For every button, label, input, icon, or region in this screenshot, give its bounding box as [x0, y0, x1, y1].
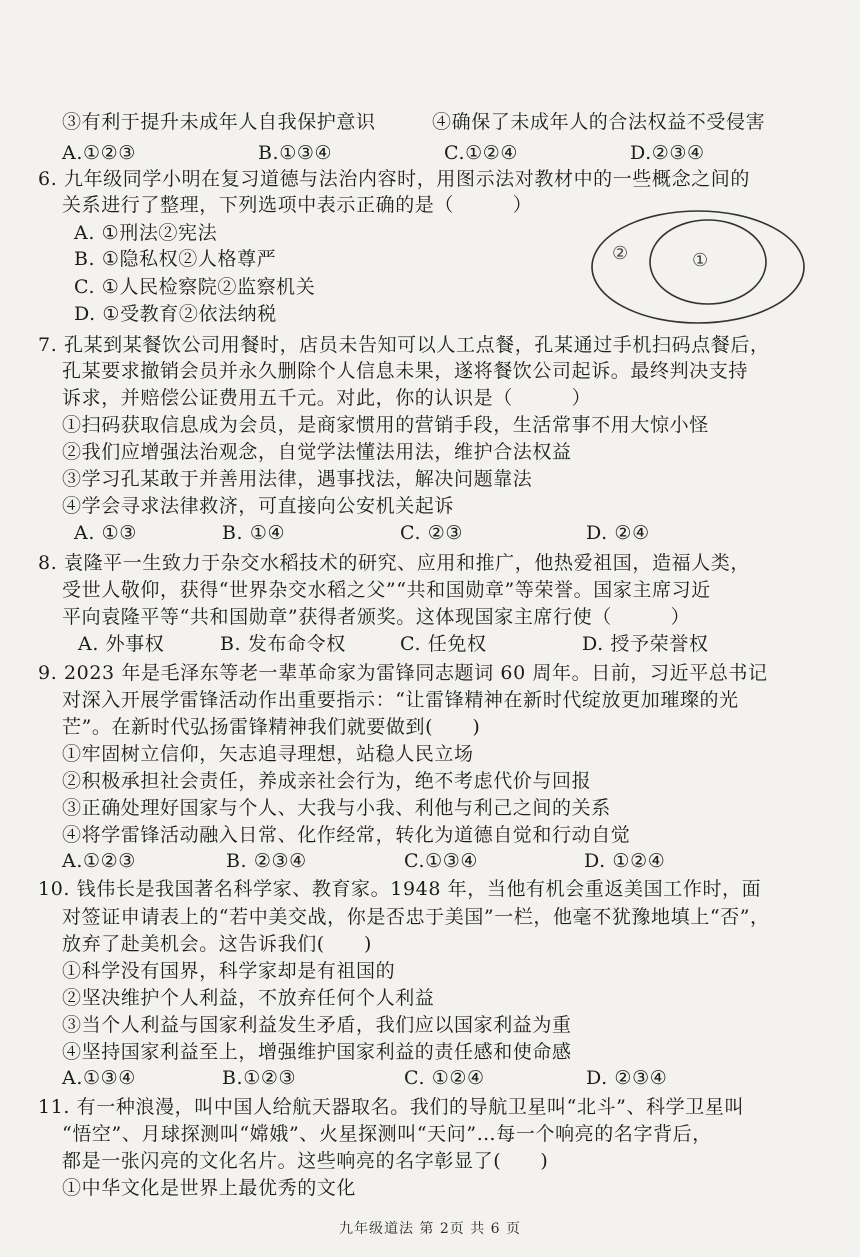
q7-stem-line-2: 孔某要求撤销会员并永久删除个人信息未果，遂将餐饮公司起诉。最终判决支持: [62, 360, 749, 382]
q9-item-1: ①牢固树立信仰，矢志追寻理想，站稳人民立场: [62, 743, 474, 765]
q9-options: [62, 848, 665, 874]
q7-item-3: ③学习孔某敢于并善用法律，遇事找法，解决问题靠法: [62, 468, 533, 490]
q9-option-d[interactable]: D. ①②④: [584, 850, 666, 872]
q7-option-c[interactable]: C. ②③: [400, 522, 464, 544]
q10-option-c[interactable]: C. ①②④: [404, 1067, 485, 1089]
q9-stem-line-1: 9. 2023 年是毛泽东等老一辈革命家为雷锋同志题词 60 周年。日前，习近平总书记: [38, 662, 768, 684]
q5-statement-3: ③有利于提升未成年人自我保护意识: [62, 111, 376, 133]
q8-stem-line-1: 8. 袁隆平一生致力于杂交水稻技术的研究、应用和推广，他热爱祖国，造福人类，: [38, 552, 750, 574]
q8-option-a[interactable]: A. 外事权: [78, 633, 165, 655]
q10-item-3: ③当个人利益与国家利益发生矛盾，我们应以国家利益为重: [62, 1014, 572, 1036]
inner-label: ①: [692, 250, 709, 271]
q8-options: [78, 631, 708, 657]
q9-item-3: ③正确处理好国家与个人、大我与小我、利他与利己之间的关系: [62, 797, 611, 819]
q6-option-c[interactable]: C. ①人民检察院②监察机关: [74, 276, 316, 298]
q7-options: [74, 520, 650, 546]
q6-option-b[interactable]: B. ①隐私权②人格尊严: [74, 248, 277, 270]
q7-item-4: ④学会寻求法律救济，可直接向公安机关起诉: [62, 495, 455, 517]
q10-stem-line-3: 放弃了赴美机会。这告诉我们( ): [62, 933, 373, 955]
q11-item-1: ①中华文化是世界上最优秀的文化: [62, 1177, 357, 1199]
q8-option-d[interactable]: D. 授予荣誉权: [582, 633, 709, 655]
q9-option-c[interactable]: C.①③④: [404, 850, 478, 872]
q9-stem-line-3: 芒”。在新时代弘扬雷锋精神我们就要做到( ): [62, 716, 481, 738]
q7-option-d[interactable]: D. ②④: [586, 522, 650, 544]
q8-option-b[interactable]: B. 发布命令权: [220, 633, 346, 655]
q9-item-4: ④将学雷锋活动融入日常、化作经常，转化为道德自觉和行动自觉: [62, 824, 631, 846]
q5-statement-4: ④确保了未成年人的合法权益不受侵害: [432, 111, 766, 133]
q10-options: [62, 1065, 667, 1091]
q5-option-c[interactable]: C.①②④: [444, 142, 518, 164]
q9-option-a[interactable]: A.①②③: [62, 850, 136, 872]
q7-item-2: ②我们应增强法治观念，自觉学法懂法用法，维护合法权益: [62, 441, 572, 463]
q5-option-a[interactable]: A.①②③: [62, 142, 136, 164]
q10-item-2: ②坚决维护个人利益，不放弃任何个人利益: [62, 987, 435, 1009]
q7-option-a[interactable]: A. ①③: [74, 522, 137, 544]
q10-item-1: ①科学没有国界，科学家却是有祖国的: [62, 960, 396, 982]
q7-option-b[interactable]: B. ①④: [222, 522, 286, 544]
q10-option-a[interactable]: A.①③④: [62, 1067, 136, 1089]
q7-item-1: ①扫码获取信息成为会员，是商家惯用的营销手段，生活常事不用大惊小怪: [62, 414, 709, 436]
q9-item-2: ②积极承担社会责任，养成亲社会行为，绝不考虑代价与回报: [62, 770, 592, 792]
q8-stem-line-2: 受世人敬仰，获得“世界杂交水稻之父”“共和国勋章”等荣誉。国家主席习近: [62, 579, 711, 601]
q7-stem-line-1: 7. 孔某到某餐饮公司用餐时，店员未告知可以人工点餐，孔某通过手机扫码点餐后，: [38, 334, 770, 356]
q5-option-d[interactable]: D.②③④: [630, 142, 705, 164]
q8-stem-line-3: 平向袁隆平等“共和国勋章”获得者颁奖。这体现国家主席行使（ ）: [62, 606, 691, 628]
q7-stem-line-3: 诉求，并赔偿公证费用五千元。对此，你的认识是（ ）: [62, 387, 592, 409]
q10-item-4: ④坚持国家利益至上，增强维护国家利益的责任感和使命感: [62, 1041, 572, 1063]
outer-label: ②: [612, 243, 629, 264]
q10-stem-line-2: 对签证申请表上的“若中美交战，你是否忠于美国”一栏，他毫不犹豫地填上“否”，: [62, 906, 770, 928]
q6-stem-line-2: 关系进行了整理，下列选项中表示正确的是（ ）: [62, 194, 533, 216]
q10-option-d[interactable]: D. ②③④: [586, 1067, 668, 1089]
q8-option-c[interactable]: C. 任免权: [400, 633, 487, 655]
q6-stem-line-1: 6. 九年级同学小明在复习道德与法治内容时，用图示法对教材中的一些概念之间的: [38, 168, 750, 190]
q11-stem-line-2: “悟空”、月球探测叫“嫦娥”、火星探测叫“天问”…每一个响亮的名字背后，: [62, 1123, 712, 1145]
q6-option-d[interactable]: D. ①受教育②依法纳税: [74, 303, 277, 325]
q10-option-b[interactable]: B.①②③: [222, 1067, 297, 1089]
q10-stem-line-1: 10. 钱伟长是我国著名科学家、教育家。1948 年，当他有机会重返美国工作时，面: [38, 878, 762, 900]
q5-option-b[interactable]: B.①③④: [258, 142, 333, 164]
q5-options: [62, 140, 705, 166]
q9-stem-line-2: 对深入开展学雷锋活动作出重要指示：“让雷锋精神在新时代绽放更加璀璨的光: [62, 689, 739, 711]
q11-stem-line-1: 11. 有一种浪漫，叫中国人给航天器取名。我们的导航卫星叫“北斗”、科学卫星叫: [38, 1096, 745, 1118]
q6-option-a[interactable]: A. ①刑法②宪法: [74, 222, 218, 244]
q9-option-b[interactable]: B. ②③④: [226, 850, 307, 872]
concept-diagram: [588, 207, 808, 327]
page-footer: 九年级道法 第 2页 共 6 页: [338, 1221, 522, 1237]
q11-stem-line-3: 都是一张闪亮的文化名片。这些响亮的名字彰显了( ): [62, 1150, 549, 1172]
